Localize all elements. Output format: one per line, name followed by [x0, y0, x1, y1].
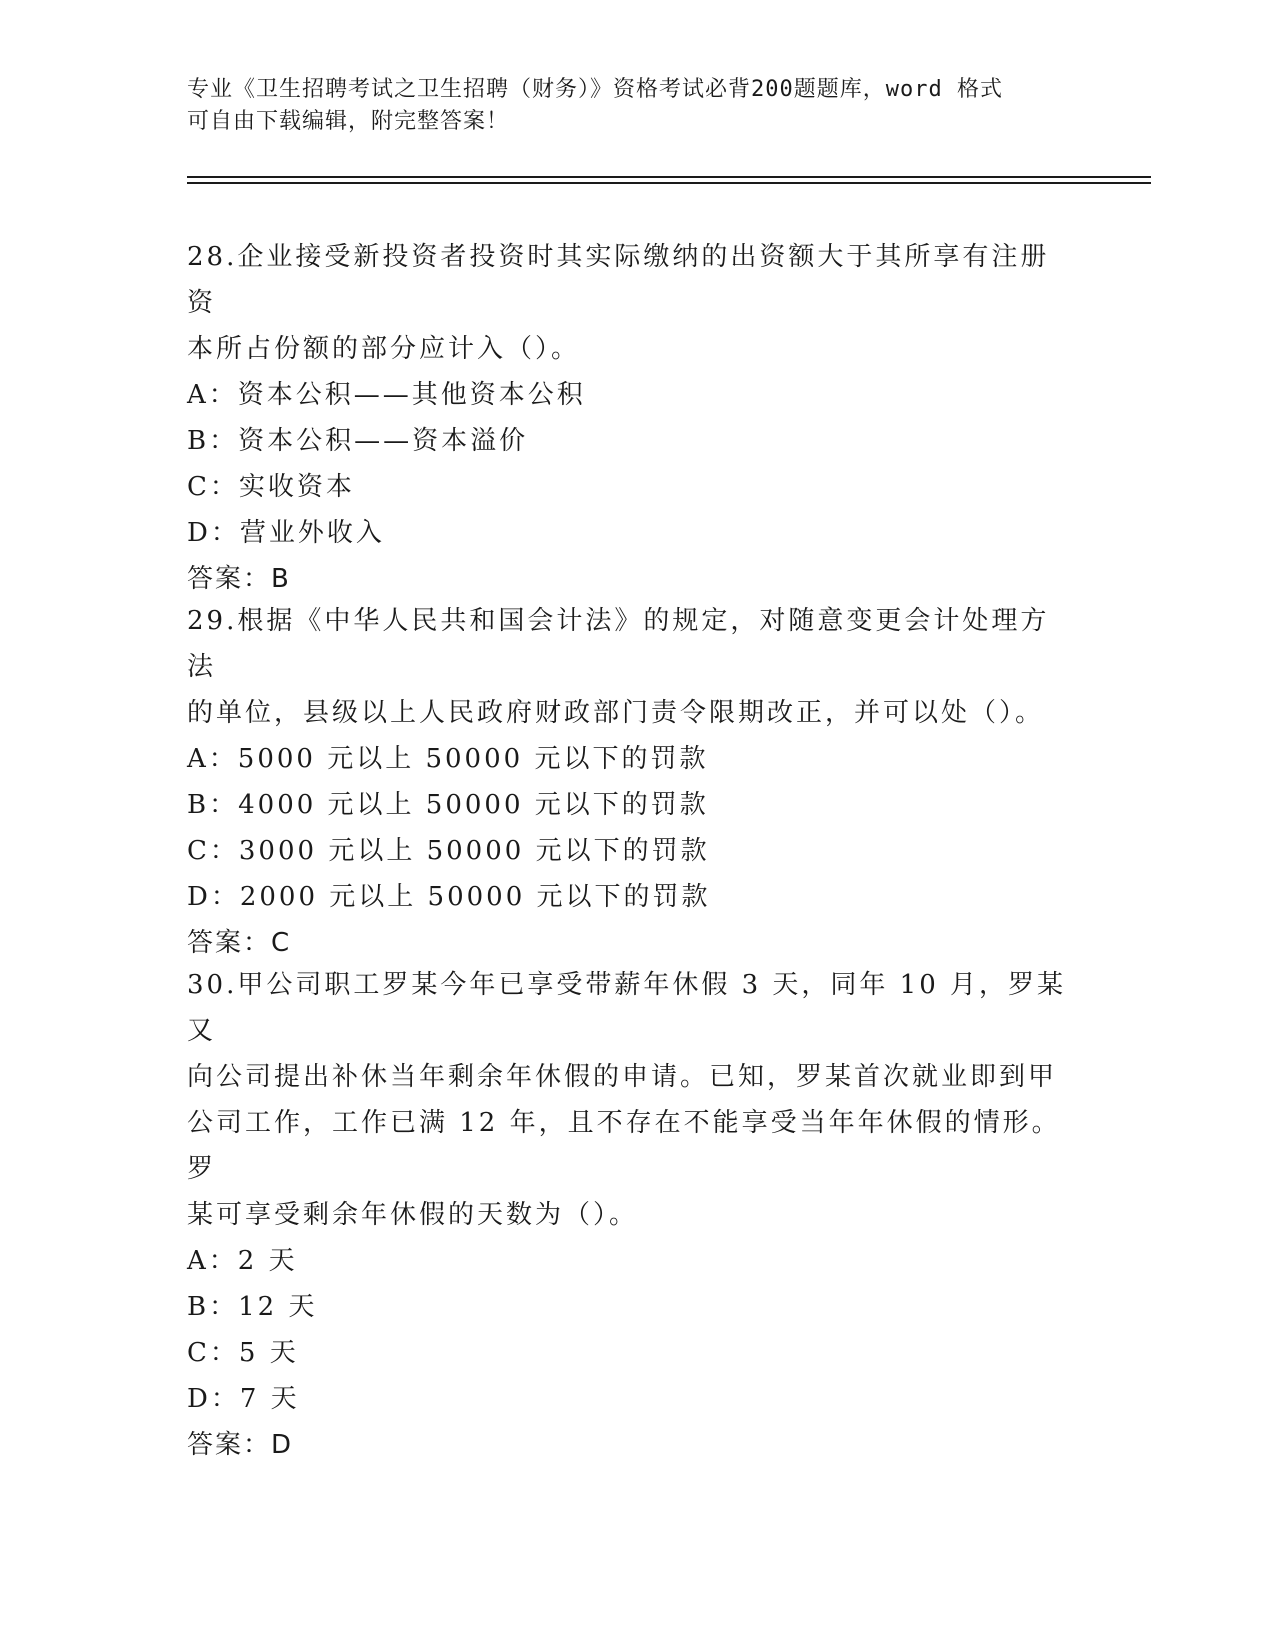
option-b: B：4000 元以上 50000 元以下的罚款 — [187, 790, 709, 820]
header-line-2: 可自由下载编辑，附完整答案！ — [187, 109, 510, 134]
question-text-line: 28.企业接受新投资者投资时其实际缴纳的出资额大于其所享有注册资 — [187, 242, 1050, 318]
question-text-line: 29.根据《中华人民共和国会计法》的规定，对随意变更会计处理方法 — [187, 606, 1050, 682]
answer: 答案：D — [187, 1430, 294, 1460]
answer: 答案：B — [187, 564, 291, 594]
header-divider-bottom — [187, 182, 1151, 184]
option-b: B：资本公积——资本溢价 — [187, 426, 529, 456]
question-text-line: 本所占份额的部分应计入（）。 — [187, 334, 581, 364]
option-d: D：营业外收入 — [187, 518, 385, 548]
document-header — [187, 74, 1067, 138]
option-b: B：12 天 — [187, 1292, 318, 1322]
question-text-line: 某可享受剩余年休假的天数为（）。 — [187, 1200, 639, 1230]
question-text-line: 30.甲公司职工罗某今年已享受带薪年休假 3 天，同年 10 月，罗某又 — [187, 970, 1067, 1046]
option-d: D：7 天 — [187, 1384, 300, 1414]
option-a: A：资本公积——其他资本公积 — [187, 380, 586, 410]
option-a: A：5000 元以上 50000 元以下的罚款 — [187, 744, 709, 774]
option-d: D：2000 元以上 50000 元以下的罚款 — [187, 882, 711, 912]
question-29 — [187, 598, 1067, 966]
answer: 答案：C — [187, 928, 292, 958]
option-c: C：实收资本 — [187, 472, 355, 502]
option-c: C：5 天 — [187, 1338, 299, 1368]
header-line-1: 专业《卫生招聘考试之卫生招聘（财务）》资格考试必背200题题库，word 格式 — [187, 77, 1003, 102]
question-28 — [187, 234, 1067, 602]
option-c: C：3000 元以上 50000 元以下的罚款 — [187, 836, 710, 866]
question-text-line: 的单位，县级以上人民政府财政部门责令限期改正，并可以处（）。 — [187, 698, 1045, 728]
question-text-line: 公司工作，工作已满 12 年，且不存在不能享受当年年休假的情形。罗 — [187, 1108, 1061, 1184]
option-a: A：2 天 — [187, 1246, 298, 1276]
header-divider-top — [187, 176, 1151, 178]
question-text-line: 向公司提出补休当年剩余年休假的申请。已知，罗某首次就业即到甲 — [187, 1062, 1058, 1092]
question-30 — [187, 962, 1067, 1468]
